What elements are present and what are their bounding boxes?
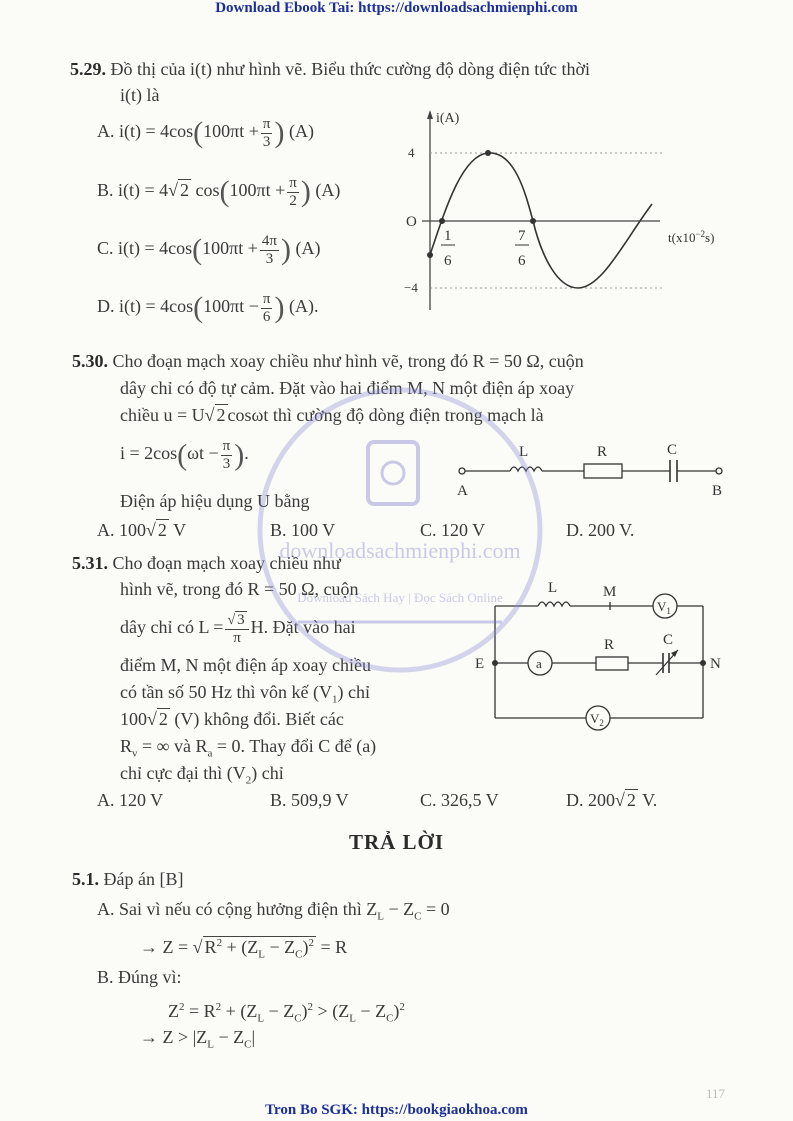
option-text: 100πt + [229, 180, 286, 201]
question-text-cont: chiều u = U√ 2 cosωt thì cường độ dòng điện trong mạch là [120, 405, 544, 425]
node-n [700, 660, 706, 666]
resistor-label: R [604, 637, 615, 653]
question-text-cont: chỉ cực đại thì $(V_2)$ chỉ [120, 763, 284, 787]
section-title: TRẢ LỜI [348, 830, 445, 854]
answer-d: D. 200 V. [566, 520, 635, 540]
fraction-numerator: π [289, 175, 297, 191]
question-number: 5.31. [72, 553, 108, 573]
option-text: 100πt + [203, 121, 259, 142]
x-tick-numerator: 1 [444, 228, 452, 244]
y-tick-label: 4 [408, 145, 415, 160]
at-sign-icon [382, 462, 404, 484]
answer-a: A. 120 V [97, 790, 164, 810]
answer-5-1 [72, 866, 183, 893]
question-5-29 [70, 56, 590, 83]
equation-1: → Z = √ $R^2 + (Z_L - Z_C)^2 = R$ [140, 937, 348, 961]
answer-b: B. 509,9 V [270, 790, 349, 810]
terminal-a-label: A [457, 483, 468, 499]
watermark-ring [260, 390, 540, 670]
answer-d: D. 200√ 2 V. [566, 790, 658, 810]
question-text-cont: $R_v$ = ∞ và $R_a = 0$. Thay đổi C để (a) [120, 736, 377, 760]
page-footer-link[interactable]: Tron Bo SGK: https://bookgiaokhoa.com [265, 1102, 528, 1118]
terminal-b [716, 468, 722, 474]
x-tick-numerator: 7 [518, 228, 526, 244]
node-e-label: E [475, 656, 485, 672]
question-text: Cho đoạn mạch xoay chiều như [112, 553, 341, 573]
data-point [485, 150, 491, 156]
inductor-label: L [519, 444, 529, 460]
ammeter-label: a [536, 656, 542, 671]
site-watermark [250, 380, 550, 680]
point-m-label: M [603, 584, 617, 600]
option-text: 100πt − [203, 296, 259, 317]
data-point [427, 252, 433, 258]
y-axis-label: i(A) [436, 111, 460, 126]
y-axis-arrow [427, 110, 433, 119]
fraction-numerator: 4π [261, 233, 277, 249]
voltmeter-v1-label: $V_1$ [657, 599, 671, 616]
watermark-tagline: Download Sách Hay | Đọc Sách Online [297, 590, 503, 605]
page-header-link[interactable]: Download Ebook Tai: https://downloadsachmienphi.com [215, 0, 578, 16]
question-text-cont: dây chỉ có độ tự cảm. Đặt vào hai điểm M, N một điện áp xoay [120, 378, 575, 398]
x-tick-denominator: 6 [444, 253, 452, 269]
data-point [530, 218, 536, 224]
equation-3: → $Z > |Z_L - Z_C|$ [140, 1027, 256, 1051]
answer-text: Đáp án [B] [103, 869, 184, 889]
page-number: 117 [706, 1086, 726, 1101]
voltmeter-v2-label: $V_2$ [590, 711, 604, 728]
x-axis-label: $t(x10^{-2}s)$ [668, 229, 715, 245]
option-unit: (A) [295, 238, 321, 259]
option-unit: (A). [288, 296, 319, 317]
option-text: C. i(t) = 4cos [97, 238, 193, 259]
option-text: 100πt + [202, 238, 258, 259]
option-text: D. i(t) = 4cos [97, 296, 194, 317]
fraction-numerator: π [262, 291, 271, 307]
question-text: Đồ thị của i(t) như hình vẽ. Biểu thức cường độ dòng điện tức thời [110, 59, 590, 79]
question-text-cont: i = 2cos(ωt − $\frac{\pi}{3}$ ). [120, 438, 249, 472]
resistor [584, 464, 622, 478]
current-graph [400, 110, 740, 320]
answer-number: 5.1. [72, 869, 99, 889]
question-number: 5.29. [70, 59, 106, 79]
question-text-cont: Điện áp hiệu dụng U bằng [120, 491, 310, 511]
answer-b: B. 100 V [270, 520, 336, 540]
y-tick-label: −4 [404, 280, 418, 295]
answer-c: C. 326,5 V [420, 790, 499, 810]
question-5-30 [72, 348, 584, 375]
option-text: B. i(t) = 4 [97, 180, 169, 201]
option-unit: (A) [288, 121, 314, 142]
question-text-cont: có tần số 50 Hz thì vôn kế $(V_1)$ chỉ [120, 682, 370, 706]
capacitor-label: C [667, 442, 678, 458]
question-number: 5.30. [72, 351, 108, 371]
node-n-label: N [710, 656, 721, 672]
data-point [439, 218, 445, 224]
fraction-numerator: π [262, 116, 271, 132]
option-c: C. i(t) = 4cos(100πt + $\frac{4\pi}{3}$ ) (A) [97, 233, 321, 267]
fraction-denominator: 6 [262, 308, 271, 325]
option-d: D. i(t) = 4cos(100πt − $\frac{\pi}{6}$ ) (A). [97, 291, 319, 325]
terminal-b-label: B [712, 483, 723, 499]
explanation-b: B. Đúng vì: [97, 967, 182, 987]
answer-a: A. 100√ 2 V [97, 520, 187, 540]
question-text-cont: 100√ 2 (V) không đổi. Biết các [120, 709, 344, 729]
fraction-denominator: 3 [265, 250, 274, 267]
option-a: A. i(t) = 4cos(100πt + $\frac{\pi}{3}$ ) (A) [97, 116, 314, 150]
question-text: Cho đoạn mạch xoay chiều như hình vẽ, trong đó R = 50 Ω, cuộn [112, 351, 584, 371]
option-b: B. i(t) = 4√ 2 cos(100πt + $\frac{\pi}{2}$ ) (A) [97, 175, 341, 209]
question-text-cont: i(t) là [120, 85, 160, 105]
equation-2: $Z^2 = R^2 + (Z_L - Z_C)^2 > (Z_L - Z_C)^2$ [168, 1001, 405, 1025]
fraction-denominator: 2 [289, 192, 297, 209]
resistor-label: R [597, 444, 608, 460]
answer-c: C. 120 V [420, 520, 486, 540]
resistor [596, 657, 628, 670]
question-text-cont: dây chỉ có L = $\frac{√ 3}{\pi}$ H. Đặt vào hai [120, 612, 356, 646]
option-unit: (A) [315, 180, 341, 201]
inductor-label: L [548, 580, 558, 596]
x-tick-denominator: 6 [518, 253, 526, 269]
option-text: A. i(t) = 4cos [97, 121, 194, 142]
question-text-cont: điểm M, N một điện áp xoay chiều [120, 655, 371, 675]
origin-label: O [406, 214, 417, 230]
capacitor-label: C [663, 632, 674, 648]
watermark-site: downloadsachmienphi.com [279, 538, 521, 563]
sqrt-value: 2 [180, 180, 190, 201]
explanation-a: A. Sai vì nếu có cộng hưởng điện thì $Z_L - Z_C = 0$ [97, 899, 450, 923]
question-text-cont: hình vẽ, trong đó R = 50 Ω, cuộn [120, 579, 359, 599]
book-icon [368, 442, 418, 504]
option-text: cos [195, 180, 220, 201]
fraction-denominator: 3 [262, 133, 271, 150]
